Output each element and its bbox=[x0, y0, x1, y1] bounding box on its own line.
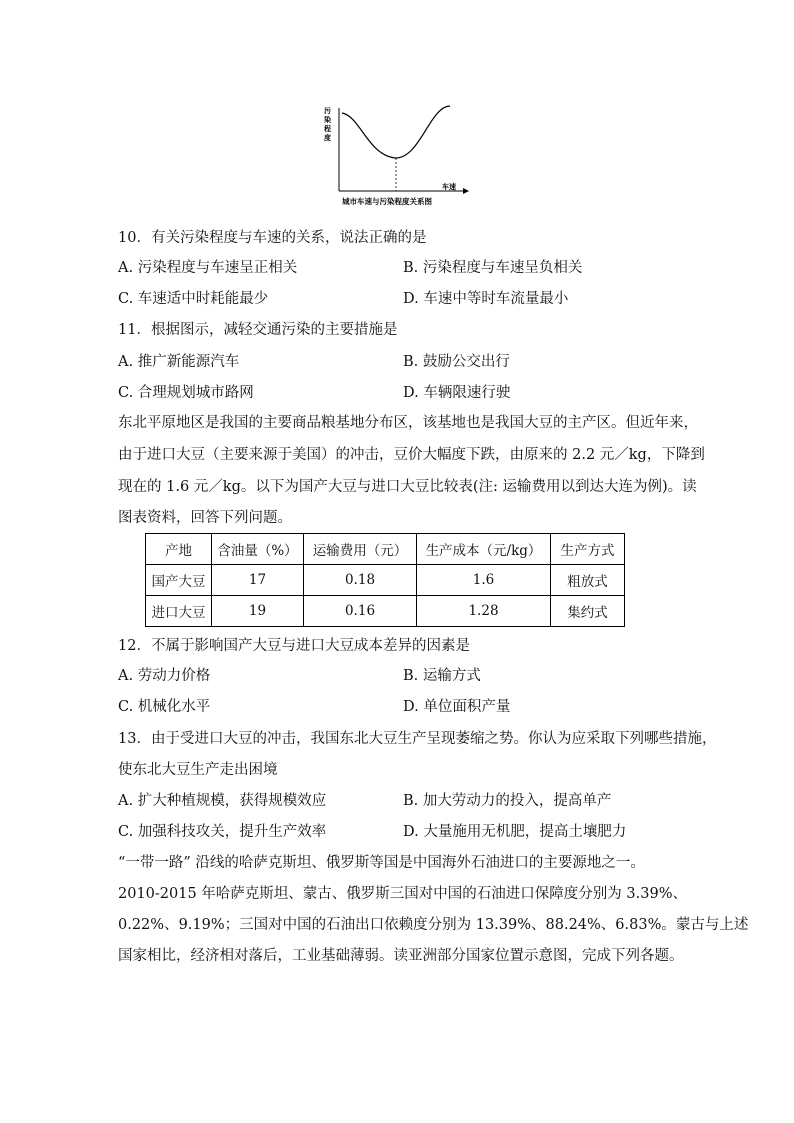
y-axis-label-1: 污 bbox=[324, 107, 331, 115]
table-cell: 17 bbox=[212, 565, 304, 596]
table-cell: 集约式 bbox=[551, 596, 625, 627]
q13-stem-line1: 13．由于受进口大豆的冲击，我国东北大豆生产呈现萎缩之势。你认为应采取下列哪些措施， bbox=[118, 731, 717, 747]
table-cell: 0.16 bbox=[304, 596, 417, 627]
q13-option-d[interactable]: D. 大量施用无机肥，提高土壤肥力 bbox=[403, 824, 627, 840]
table-row bbox=[146, 565, 625, 596]
table-header: 生产方式 bbox=[551, 534, 625, 565]
table-header: 运输费用（元） bbox=[304, 534, 417, 565]
table-cell: 0.18 bbox=[304, 565, 417, 596]
figure-caption: 城市车速与污染程度关系图 bbox=[342, 197, 432, 206]
table-header: 产地 bbox=[146, 534, 212, 565]
table-row bbox=[146, 596, 625, 627]
passage2-line2: 2010-2015 年哈萨克斯坦、蒙古、俄罗斯三国对中国的石油进口保障度分别为 3.39%、 bbox=[118, 886, 687, 902]
q10-stem: 10．有关污染程度与车速的关系，说法正确的是 bbox=[118, 230, 427, 246]
q11-option-a[interactable]: A. 推广新能源汽车 bbox=[118, 354, 240, 370]
table-cell: 进口大豆 bbox=[146, 596, 212, 627]
q12-option-b[interactable]: B. 运输方式 bbox=[403, 668, 481, 684]
passage2-line4: 国家相比，经济相对落后，工业基础薄弱。读亚洲部分国家位置示意图，完成下列各题。 bbox=[118, 948, 684, 964]
passage1-line1: 东北平原地区是我国的主要商品粮基地分布区，该基地也是我国大豆的主产区。但近年来， bbox=[118, 415, 698, 431]
q12-option-d[interactable]: D. 单位面积产量 bbox=[403, 699, 511, 715]
q11-option-b[interactable]: B. 鼓励公交出行 bbox=[403, 354, 510, 370]
table-cell: 1.28 bbox=[417, 596, 551, 627]
q13-option-b[interactable]: B. 加大劳动力的投入，提高单产 bbox=[403, 793, 612, 809]
pollution-curve bbox=[342, 106, 450, 158]
q11-option-d[interactable]: D. 车辆限速行驶 bbox=[403, 385, 511, 401]
q10-option-a[interactable]: A. 污染程度与车速呈正相关 bbox=[118, 260, 298, 276]
y-axis-label-4: 度 bbox=[324, 134, 331, 142]
q12-option-a[interactable]: A. 劳动力价格 bbox=[118, 668, 211, 684]
passage1-line3: 现在的 1.6 元／kg。以下为国产大豆与进口大豆比较表(注: 运输费用以到达大连为例)。读 bbox=[118, 479, 697, 495]
table-cell: 粗放式 bbox=[551, 565, 625, 596]
table-header: 含油量（%） bbox=[212, 534, 304, 565]
q13-option-c[interactable]: C. 加强科技攻关，提升生产效率 bbox=[118, 824, 327, 840]
passage2-line3: 0.22%、9.19%；三国对中国的石油出口依赖度分别为 13.39%、88.24%、6.83%。蒙古与上述 bbox=[118, 917, 749, 933]
passage1-line4: 图表资料，回答下列问题。 bbox=[118, 510, 292, 526]
q12-stem: 12．不属于影响国产大豆与进口大豆成本差异的因素是 bbox=[118, 638, 470, 654]
table-cell: 1.6 bbox=[417, 565, 551, 596]
y-axis-label-3: 程 bbox=[324, 125, 331, 133]
speed-pollution-figure bbox=[320, 100, 470, 212]
q11-stem: 11．根据图示，减轻交通污染的主要措施是 bbox=[118, 322, 398, 338]
passage2-line1: “一带一路” 沿线的哈萨克斯坦、俄罗斯等国是中国海外石油进口的主要源地之一。 bbox=[118, 855, 645, 871]
table-header: 生产成本（元/kg） bbox=[417, 534, 551, 565]
soybean-comparison-table bbox=[145, 533, 625, 627]
q12-option-c[interactable]: C. 机械化水平 bbox=[118, 699, 211, 715]
q10-option-c[interactable]: C. 车速适中时耗能最少 bbox=[118, 291, 269, 307]
table-cell: 国产大豆 bbox=[146, 565, 212, 596]
table-header-row bbox=[146, 534, 625, 565]
x-axis-arrow bbox=[463, 188, 469, 194]
speed-pollution-chart bbox=[320, 100, 470, 212]
q10-option-d[interactable]: D. 车速中等时车流量最小 bbox=[403, 291, 569, 307]
passage1-line2: 由于进口大豆（主要来源于美国）的冲击，豆价大幅度下跌，由原来的 2.2 元／kg，下降到 bbox=[118, 447, 705, 463]
q11-option-c[interactable]: C. 合理规划城市路网 bbox=[118, 385, 254, 401]
y-axis-label-2: 染 bbox=[324, 116, 331, 124]
q13-option-a[interactable]: A. 扩大种植规模，获得规模效应 bbox=[118, 793, 327, 809]
q10-option-b[interactable]: B. 污染程度与车速呈负相关 bbox=[403, 260, 583, 276]
q13-stem-line2: 使东北大豆生产走出困境 bbox=[118, 762, 278, 778]
x-axis-label: 车速 bbox=[442, 183, 456, 191]
table-cell: 19 bbox=[212, 596, 304, 627]
